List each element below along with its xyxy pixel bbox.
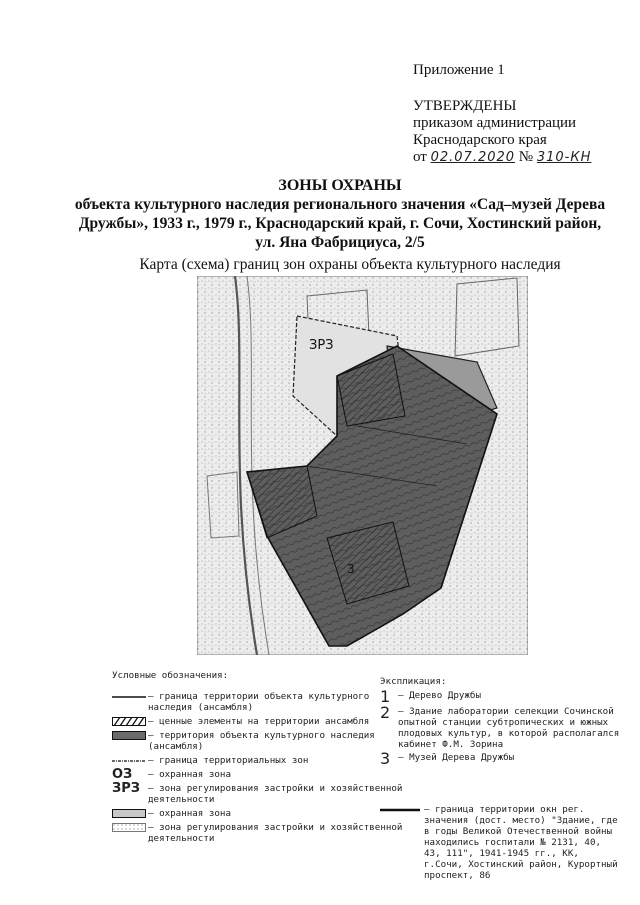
- legend-text: – охранная зона: [148, 808, 231, 819]
- legend-symbol-dotted-fill: [112, 822, 148, 833]
- title-line-4: ул. Яна Фабрициуса, 2/5: [255, 234, 425, 251]
- region-label: Краснодарского края: [413, 132, 547, 148]
- legend-text: – территория объекта культурного наследия (ансамбля): [148, 730, 375, 752]
- explication: [380, 676, 620, 881]
- explication-item: [380, 687, 620, 706]
- title-heading: ЗОНЫ ОХРАНЫ: [278, 177, 402, 194]
- legend-item: [112, 755, 412, 766]
- approval-block: [413, 98, 591, 166]
- legend-symbol-light-fill: [112, 808, 148, 819]
- by-order-label: приказом администрации: [413, 115, 577, 131]
- zrz-label: ЗРЗ: [309, 338, 334, 353]
- legend-symbol-hatch: [112, 716, 148, 727]
- legend: [112, 670, 412, 847]
- explication-text: – Дерево Дружбы: [398, 690, 481, 701]
- legend-item: [112, 687, 412, 713]
- explication-number: 1: [380, 687, 391, 706]
- legend-symbol-line: [112, 691, 148, 702]
- legend-symbol-zrz: ЗРЗ: [112, 781, 140, 796]
- zone-map: [197, 276, 528, 655]
- approved-label: УТВЕРЖДЕНЫ: [413, 98, 517, 114]
- legend-text: – зона регулирования застройки и хозяйственной деятельности: [148, 783, 403, 805]
- explication-number: 2: [380, 703, 391, 722]
- legend-text: – охранная зона: [148, 769, 231, 780]
- document-title: [60, 176, 620, 252]
- legend-item: [112, 716, 412, 727]
- legend-item: [112, 822, 412, 844]
- explication-item: [380, 749, 620, 768]
- order-number: 310-КН: [536, 150, 592, 165]
- order-date: 02.07.2020: [430, 150, 516, 165]
- explication-text: – Здание лаборатории селекции Сочинской опытной станции субтропических и южных плодовых культур, в которой располагался кабинет Ф.М. Зорина: [398, 706, 620, 750]
- legend-symbol-oz: ОЗ: [112, 767, 133, 782]
- title-line-2: объекта культурного наследия регионального значения «Сад–музей Дерева: [74, 196, 606, 213]
- explication-title: Экспликация:: [380, 676, 447, 687]
- boundary-symbol: [380, 804, 424, 815]
- order-date-line: [413, 149, 591, 166]
- legend-text: – ценные элементы на территории ансамбля: [148, 716, 370, 727]
- legend-symbol-zone-boundary: [112, 755, 148, 766]
- title-line-3: Дружбы», 1933 г., 1979 г., Краснодарский край, г. Сочи, Хостинский район,: [78, 215, 602, 232]
- explication-boundary: [380, 804, 620, 881]
- legend-title: Условные обозначения:: [112, 670, 229, 681]
- explication-text: – Музей Дерева Дружбы: [398, 752, 515, 763]
- explication-number: 3: [380, 749, 391, 768]
- map-caption: Карта (схема) границ зон охраны объекта культурного наследия: [139, 256, 561, 273]
- legend-item: [112, 808, 412, 819]
- legend-text: – граница территории объекта культурного наследия (ансамбля): [148, 691, 370, 713]
- legend-text: – граница территориальных зон: [148, 755, 309, 766]
- legend-symbol-dark-fill: [112, 730, 148, 741]
- legend-item: [112, 730, 412, 752]
- from-label: от: [413, 149, 427, 165]
- legend-item: [112, 769, 412, 780]
- boundary-text: – граница территории окн рег. значения (дост. место) "Здание, где в годы Великой Отечественной войны находились госпитали № 2131, 40, 43, 111", 1941-1945 гг., КК, г.Сочи, Хостинский район, Курортный проспект, 86: [424, 804, 618, 881]
- legend-text: – зона регулирования застройки и хозяйственной деятельности: [148, 822, 403, 844]
- legend-item: [112, 783, 412, 805]
- explication-item: [380, 703, 620, 750]
- number-label: №: [518, 149, 534, 165]
- appendix-label: Приложение 1: [413, 62, 505, 78]
- marker-3: 3: [347, 562, 355, 576]
